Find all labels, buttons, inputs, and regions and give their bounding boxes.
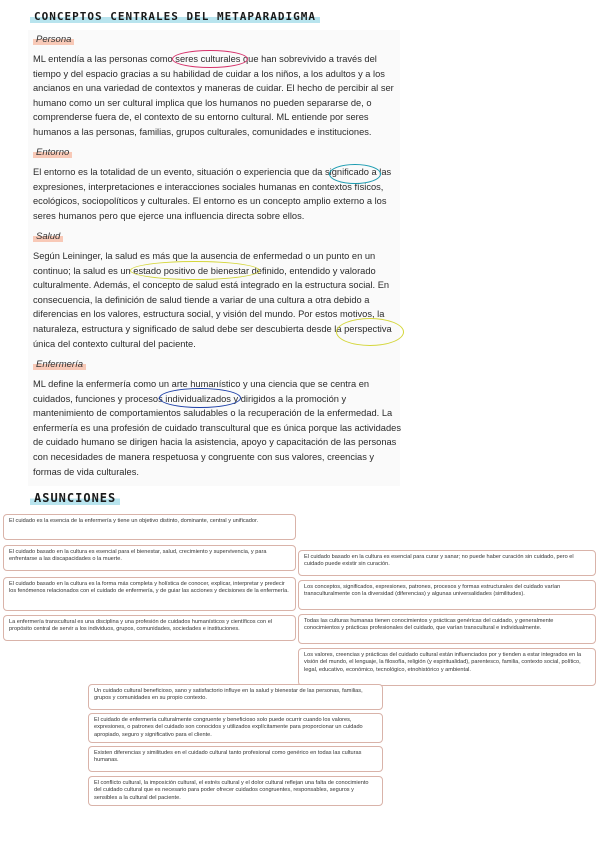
section-heading-persona: Persona (33, 34, 74, 45)
assumption-box (298, 614, 596, 644)
assumption-text: El cuidado basado en la cultura es esencial para el bienestar, salud, crecimiento y supervivencia, y para enfrentarse a las discapacidades o la muerte. (9, 549, 267, 563)
page-title: CONCEPTOS CENTRALES DEL METAPARADIGMA (30, 10, 320, 23)
section-text-persona (33, 52, 401, 140)
assumption-text: El cuidado de enfermería culturalmente congruente y beneficioso solo puede ocurrir cuando los valores, expresiones, o patrones del cuidado son conocidos y utilizados explícitamente para proporcionar un cuidado apropiado, seguro y significativo para el cliente. (94, 717, 363, 738)
assumption-box (88, 776, 383, 806)
assumption-box (88, 746, 383, 772)
section-heading-enfermeria: Enfermería (33, 359, 86, 370)
section-text-entorno (33, 165, 401, 223)
section-heading-entorno: Entorno (33, 147, 72, 158)
assumption-text: La enfermería transcultural es una disciplina y una profesión de cuidados humanísticos y científicos con el propósito central de servir a los individuos, grupos, comunidades, sociedades e instituciones. (9, 619, 273, 633)
assumption-box (3, 615, 296, 641)
assumption-text: Existen diferencias y similitudes en el cuidado cultural tanto profesional como genérico en todas las culturas humanas. (94, 750, 362, 764)
assumption-box (298, 580, 596, 610)
text-entorno: El entorno es la totalidad de un evento, situación o experiencia que da significado a las expresiones, interpretaciones e interacciones sociales humanas en contextos físicos, ecológicos, sociopolíticos y culturales. El entorno es un concepto amplio externo a los seres humanos pero que ejerce una influencia directa sobre ellos. (33, 167, 392, 221)
text-persona: ML entendía a las personas como seres culturales que han sobrevivido a través del tiempo y del espacio gracias a su habilidad de cuidar a los niños, a los adultos y a los ancianos en una variedad de contextos y maneras de cuidar. El hecho de percibir al ser humano como un ser cultural implica que los humanos no pueden separarse de, o comprenderse fuera de, el contexto de su entorno cultural. ML entiende por seres humanos a las personas, familias, grupos culturales, comunidades e instituciones. (33, 54, 394, 137)
assumption-text: El cuidado basado en la cultura es esencial para curar y sanar; no puede haber curación sin cuidado, pero el cuidado puede existir sin curación. (304, 554, 574, 568)
assumption-text: Un cuidado cultural beneficioso, sano y satisfactorio influye en la salud y bienestar de las personas, familias, grupos y comunidades en su propio contexto. (94, 688, 363, 702)
section-text-enfermeria (33, 377, 401, 479)
assumption-text: El cuidado es la esencia de la enfermería y tiene un objetivo distinto, dominante, central y unificador. (9, 518, 259, 524)
assumption-text: Todas las culturas humanas tienen conocimientos y prácticas genéricas del cuidado, y generalmente conocimientos y prácticas profesionales del cuidado, que varían transcultural e individualmente. (304, 618, 554, 632)
assumption-box (298, 550, 596, 576)
section-heading-salud: Salud (33, 231, 63, 242)
assumption-text: El conflicto cultural, la imposición cultural, el estrés cultural y el dolor cultural reflejan una falta de conocimiento del cuidado cultural que es necesario para poder ofrecer cuidados congruentes, responsables, seguros y sensibles a la cultural del paciente. (94, 780, 369, 801)
assumption-box (3, 514, 296, 540)
assumption-box (88, 684, 383, 710)
assumption-box (3, 577, 296, 611)
assumption-text: Los valores, creencias y prácticas del cuidado cultural están influenciados por y tienden a estar integrados en la visión del mundo, el lenguaje, la filosofía, religión (y espiritualidad), parentesco, familia, contexto social, político, legal, educativo, económico, tecnológico, etnohistórico y ambiental. (304, 652, 582, 673)
assumption-box (3, 545, 296, 571)
assumption-box (88, 713, 383, 743)
section-text-salud (33, 249, 401, 351)
text-salud: Según Leininger, la salud es más que la ausencia de enfermedad o un punto en un continuo; la salud es un estado positivo de bienestar definido, entendido y valorado culturalmente. Además, el concepto de salud está integrado en la estructura social. En consecuencia, la definición de salud tiende a variar de una cultura a otra debido a diferencias en los valores, estructura social, y visión del mundo. Por estos motivos, la naturaleza, estructura y significado de salud debe ser descubierta desde la perspectiva única del contexto cultural del paciente. (33, 251, 392, 349)
assumption-text: Los conceptos, significados, expresiones, patrones, procesos y formas estructurales del cuidado varían transculturalmente con la diversidad (diferencias) y algunas universalidades (similitudes). (304, 584, 561, 598)
assumption-text: El cuidado basado en la cultura es la forma más completa y holística de conocer, explicar, interpretar y predecir los fenómenos relacionados con el cuidado de enfermería, y de guiar las acciones y decisiones de la enfermería. (9, 581, 289, 595)
text-enfermeria: ML define la enfermería como un arte humanístico y una ciencia que se centra en cuidados, funciones y procesos individualizados y dirigidos a la promoción y mantenimiento de comportamientos saludables o la recuperación de la enfermedad. La enfermería es una profesión de cuidado transcultural que es única porque las actividades de cuidado humano se dirigen hacia la asistencia, apoyo y capacitación de las personas con necesidades de manera respetuosa y congruente con sus valores, creencias y formas de vida culturales. (33, 379, 401, 477)
assumption-box (298, 648, 596, 686)
assumptions-title: ASUNCIONES (30, 491, 120, 505)
